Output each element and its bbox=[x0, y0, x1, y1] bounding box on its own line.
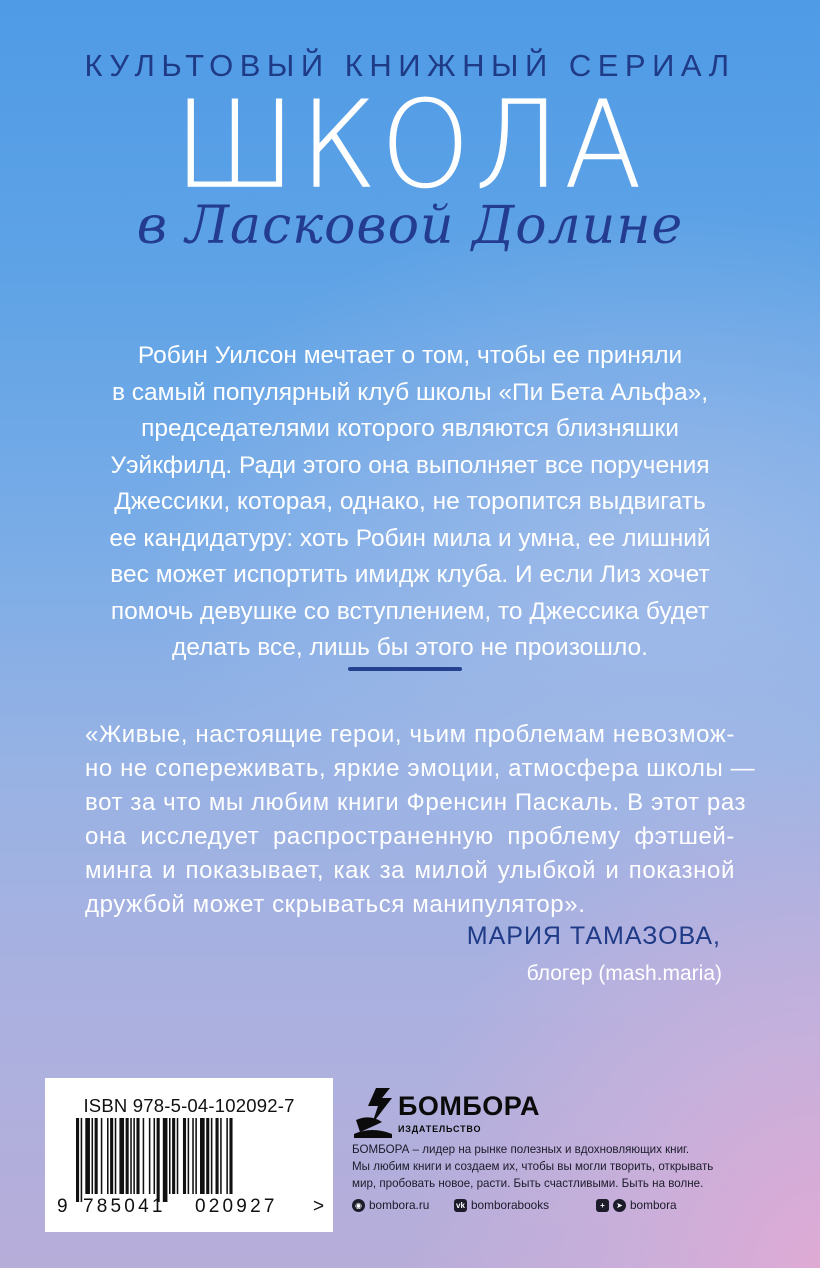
barcode-bar bbox=[133, 1118, 135, 1194]
publisher-subtitle: ИЗДАТЕЛЬСТВО bbox=[398, 1124, 482, 1134]
barcode-bar bbox=[149, 1118, 151, 1194]
quote-line: но не сопереживать, яркие эмоции, атмосфера школы — bbox=[85, 755, 756, 782]
title-main: ШКОЛА bbox=[174, 73, 646, 215]
synopsis-line: вес может испортить имидж клуба. И если Лиз хочет bbox=[110, 561, 710, 588]
quote-author-name: МАРИЯ ТАМАЗОВА, bbox=[466, 922, 721, 950]
globe-icon: ◉ bbox=[352, 1199, 365, 1212]
barcode-bar bbox=[126, 1118, 129, 1194]
barcode-bar bbox=[115, 1118, 117, 1194]
barcode-bar bbox=[226, 1118, 228, 1194]
divider-line bbox=[348, 667, 462, 671]
publisher-description bbox=[352, 1141, 792, 1192]
barcode-bar bbox=[200, 1118, 205, 1194]
barcode-bar bbox=[229, 1118, 232, 1194]
barcode-bar bbox=[136, 1118, 139, 1194]
publisher-desc-line: БОМБОРА – лидер на рынке полезных и вдохновляющих книг. bbox=[352, 1143, 690, 1156]
barcode-bars bbox=[76, 1118, 304, 1202]
quote-author-role: блогер (mash.maria) bbox=[526, 962, 722, 985]
barcode-bar bbox=[192, 1118, 194, 1194]
social-label: bomborabooks bbox=[471, 1198, 550, 1212]
barcode-bar bbox=[188, 1118, 190, 1194]
synopsis-line: ее кандидатуру: хоть Робин мила и умна, ее лишний bbox=[109, 524, 711, 552]
barcode-bar bbox=[163, 1118, 168, 1202]
title-subtitle: в Ласковой Долине bbox=[136, 196, 684, 256]
quote-line: минга и показывает, как за милой улыбкой и показной bbox=[85, 857, 735, 884]
barcode-bar bbox=[183, 1118, 186, 1194]
barcode-bar bbox=[101, 1118, 103, 1194]
publisher-name: БОМБОРА bbox=[398, 1091, 540, 1121]
synopsis-line: Уэйкфилд. Ради этого она выполняет все поручения bbox=[110, 451, 710, 479]
social-messengers[interactable] bbox=[596, 1198, 677, 1212]
barcode-bar bbox=[92, 1118, 94, 1194]
barcode-bar bbox=[85, 1118, 90, 1194]
publisher-socials bbox=[352, 1198, 752, 1216]
barcode-bar bbox=[130, 1118, 132, 1194]
barcode-bar bbox=[211, 1118, 213, 1194]
quote-line: «Живые, настоящие герои, чьим проблемам невозмож- bbox=[85, 721, 735, 748]
social-label: bombora bbox=[630, 1198, 677, 1212]
barcode-bar bbox=[154, 1118, 156, 1194]
synopsis-line: председателями которого являются близняшки bbox=[141, 415, 679, 442]
barcode-bar bbox=[95, 1118, 98, 1194]
social-website[interactable] bbox=[352, 1198, 429, 1212]
barcode-group-2: 020927 bbox=[195, 1196, 278, 1217]
barcode-bar bbox=[119, 1118, 124, 1194]
barcode-quiet-mark: > bbox=[313, 1196, 325, 1217]
review-quote bbox=[85, 718, 756, 922]
vk-icon: vk bbox=[454, 1199, 467, 1212]
isbn-text: ISBN 978-5-04-102092-7 bbox=[83, 1095, 295, 1116]
quote-line: вот за что мы любим книги Френсин Паскаль. В этот раз bbox=[85, 789, 747, 816]
barcode-bar bbox=[172, 1118, 175, 1194]
synopsis-line: Робин Уилсон мечтает о том, чтобы ее приняли bbox=[137, 342, 683, 369]
barcode-bar bbox=[206, 1118, 209, 1194]
publisher-desc-line: Мы любим книги и создаем их, чтобы вы могли творить, открывать bbox=[352, 1160, 714, 1173]
barcode-bar bbox=[81, 1118, 83, 1202]
barcode-bar bbox=[195, 1118, 197, 1194]
quote-line: она исследует распространенную проблему фэтшей- bbox=[85, 823, 735, 850]
barcode-bar bbox=[216, 1118, 219, 1194]
quote-line: дружбой может скрываться манипулятор». bbox=[85, 891, 586, 918]
barcode-bar bbox=[107, 1118, 109, 1194]
barcode-first-digit: 9 bbox=[57, 1196, 68, 1217]
barcode-bar bbox=[110, 1118, 113, 1194]
social-label: bombora.ru bbox=[369, 1198, 430, 1212]
synopsis-line: Джессики, которая, однако, не торопится выдвигать bbox=[114, 488, 706, 515]
synopsis bbox=[60, 338, 760, 667]
barcode-bar bbox=[157, 1118, 160, 1202]
series-label: КУЛЬТОВЫЙ КНИЖНЫЙ СЕРИАЛ bbox=[84, 48, 736, 83]
synopsis-line: помочь девушке со вступлением, то Джессика будет bbox=[110, 597, 710, 625]
social-vk[interactable] bbox=[454, 1198, 549, 1212]
plus-icon: + bbox=[596, 1199, 609, 1212]
barcode-bar bbox=[169, 1118, 171, 1194]
telegram-icon: ➤ bbox=[613, 1199, 626, 1212]
barcode-bar bbox=[177, 1118, 179, 1194]
barcode-bar bbox=[143, 1118, 145, 1194]
synopsis-line: делать все, лишь бы этого не произошло. bbox=[172, 634, 648, 661]
publisher-desc-line: мир, пробовать новое, расти. Быть счастливыми. Быть на волне. bbox=[352, 1177, 704, 1190]
barcode-bar bbox=[76, 1118, 79, 1202]
barcode-bar bbox=[220, 1118, 222, 1194]
barcode-group-1: 785041 bbox=[83, 1196, 166, 1217]
isbn-barcode bbox=[45, 1078, 333, 1232]
synopsis-line: в самый популярный клуб школы «Пи Бета Альфа», bbox=[111, 378, 709, 406]
